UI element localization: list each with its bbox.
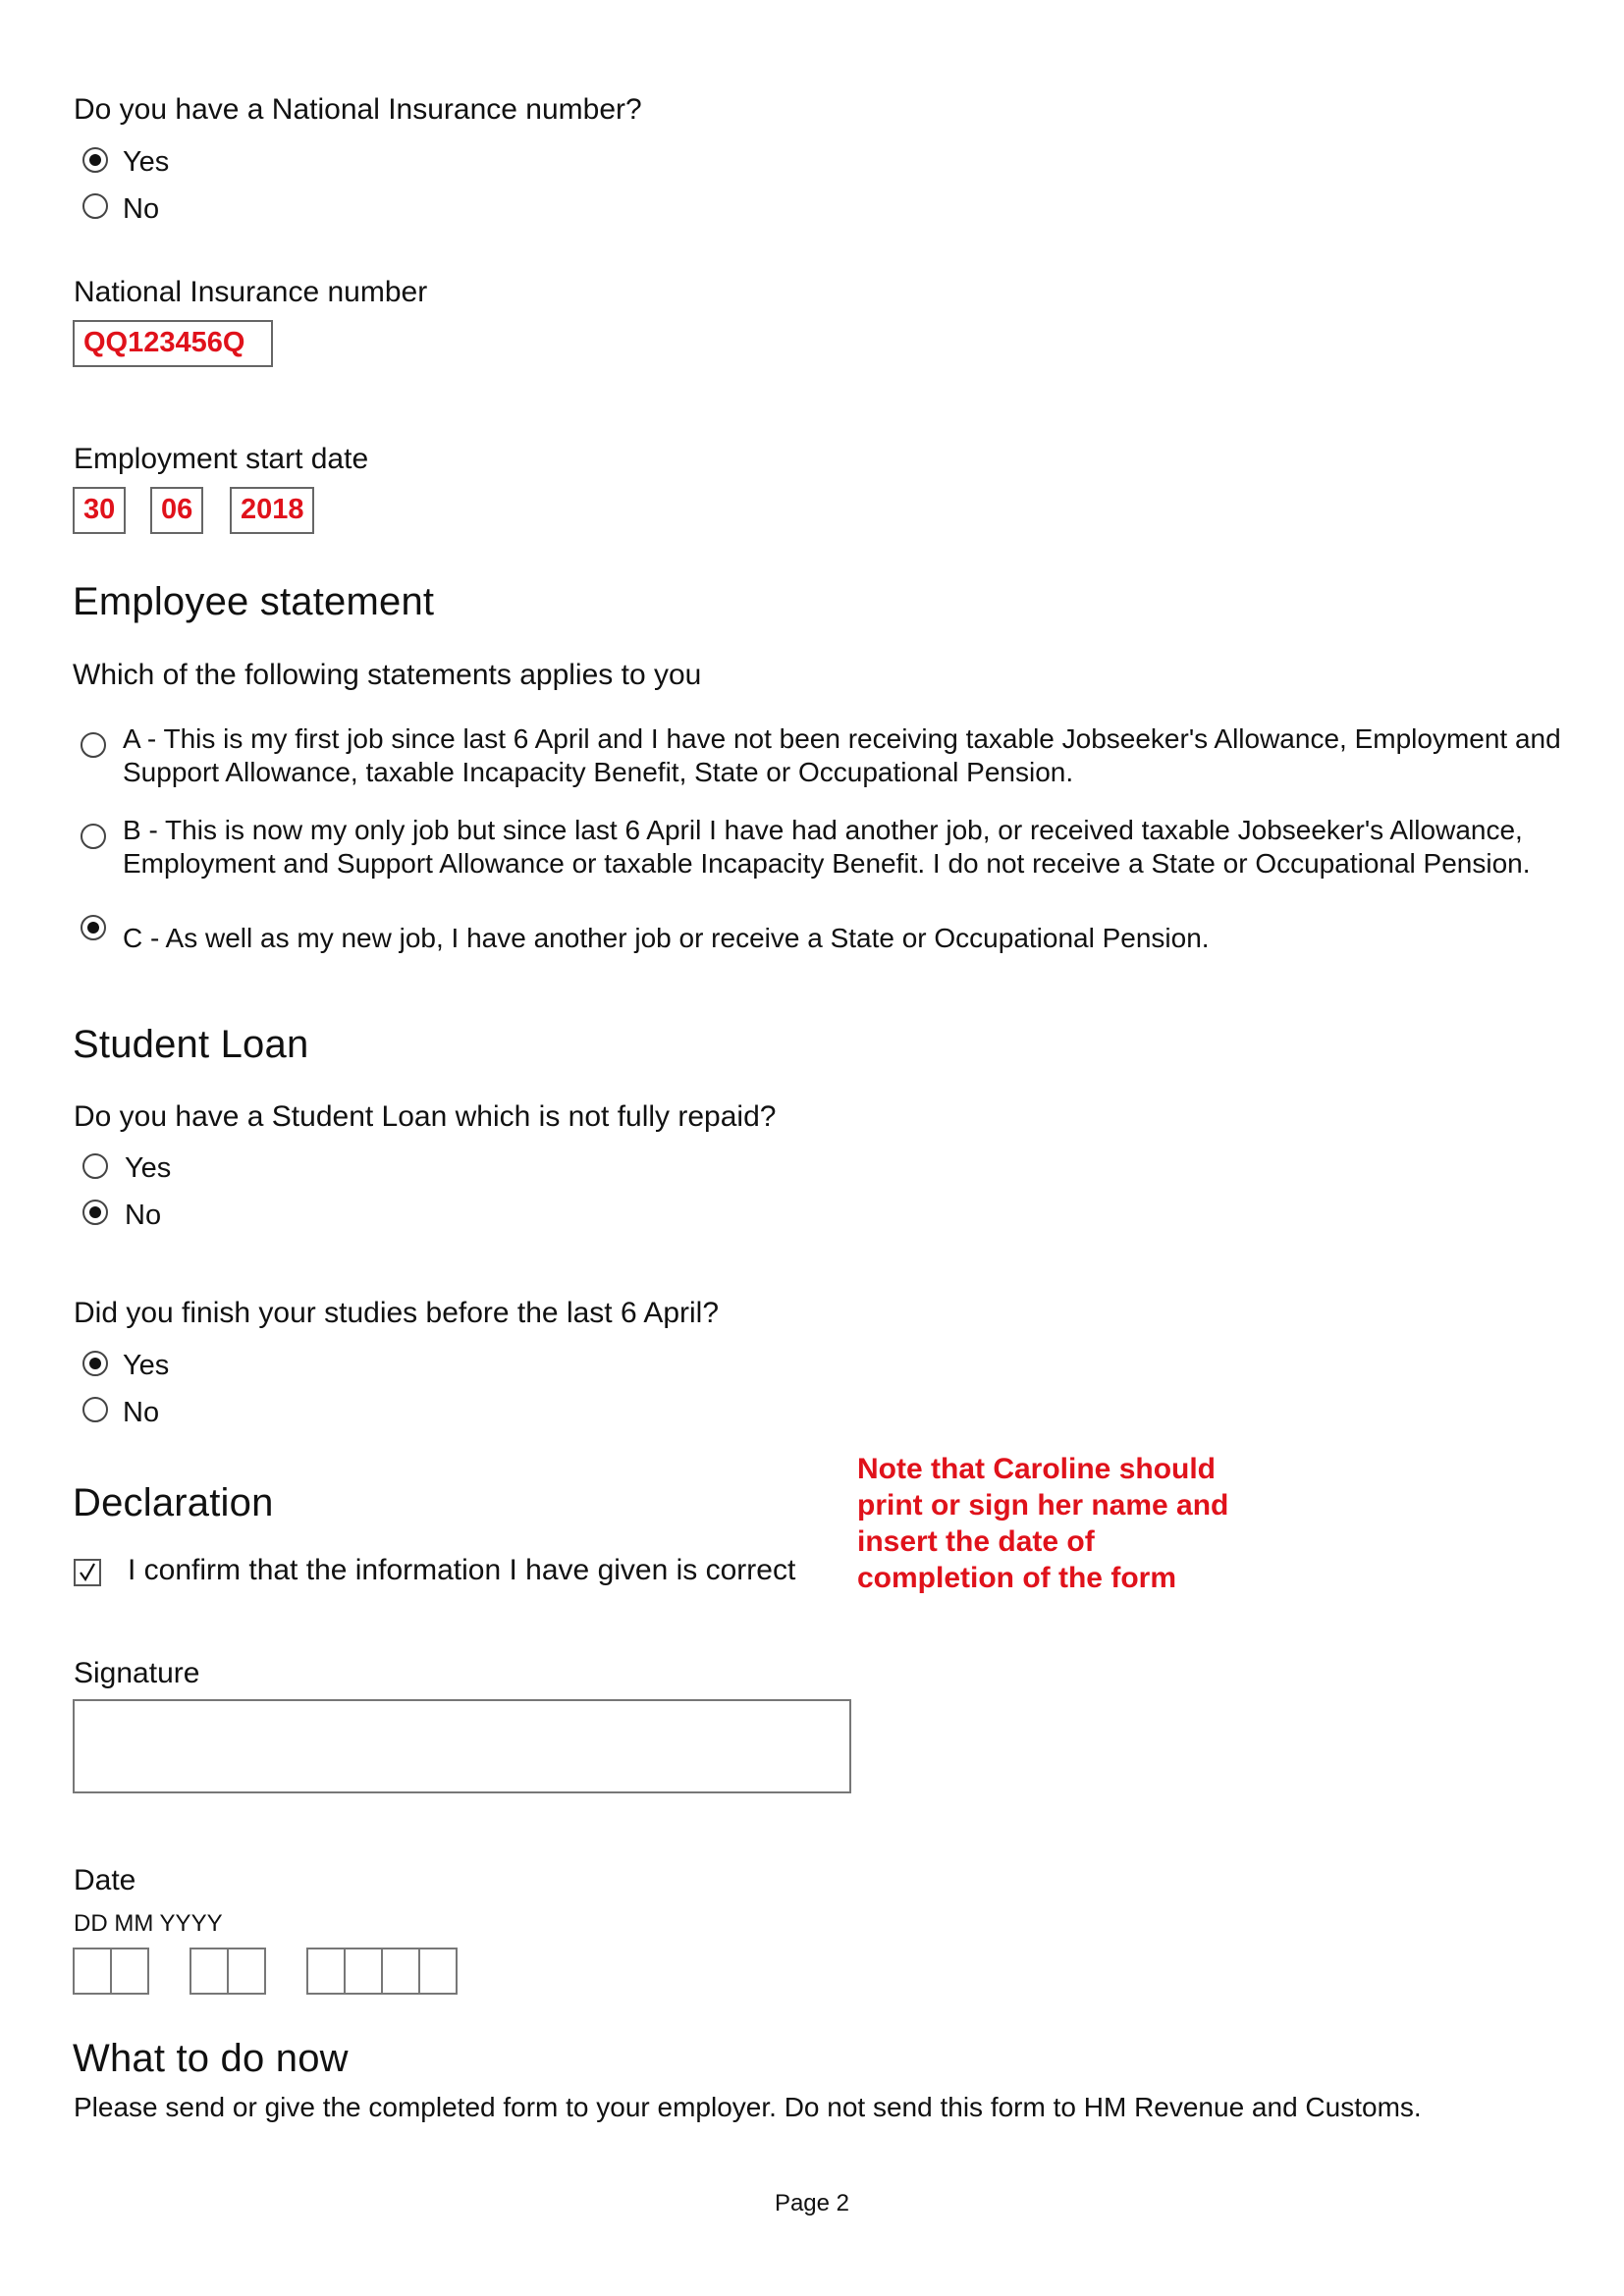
signature-label: Signature: [74, 1657, 200, 1689]
date-year-digit-4[interactable]: [418, 1948, 458, 1995]
date-month-group: [189, 1948, 268, 1995]
confirm-label: I confirm that the information I have given is correct: [128, 1554, 796, 1586]
date-format-hint: DD MM YYYY: [74, 1910, 223, 1937]
ni-no-radio[interactable]: [82, 193, 108, 219]
completion-note: Note that Caroline should print or sign her name and insert the date of completion of the form: [857, 1453, 1229, 1594]
date-year-digit-3[interactable]: [381, 1948, 420, 1995]
statement-question: Which of the following statements applies to you: [73, 659, 702, 691]
statement-c-text: C - As well as my new job, I have another job or receive a State or Occupational Pension.: [123, 923, 1210, 953]
date-day-group: [73, 1948, 151, 1995]
studies-no-label: No: [123, 1397, 160, 1428]
page-number: Page 2: [774, 2190, 850, 2216]
statement-a-text: A - This is my first job since last 6 April and I have not been receiving taxable Jobseeker's Allowance, Employment and Support Allowance, taxable Incapacity Benefit, State or Occupational Pension.: [123, 723, 1561, 787]
start-day-field[interactable]: 30: [73, 487, 126, 534]
date-month-digit-2[interactable]: [227, 1948, 266, 1995]
loan-no-radio[interactable]: [82, 1200, 108, 1225]
studies-question: Did you finish your studies before the last 6 April?: [74, 1297, 720, 1329]
date-year-digit-1[interactable]: [306, 1948, 346, 1995]
checkmark-icon: [76, 1561, 99, 1584]
employment-start-label: Employment start date: [74, 443, 369, 475]
employee-statement-heading: Employee statement: [73, 580, 435, 623]
loan-yes-label: Yes: [125, 1152, 172, 1184]
ni-yes-label: Yes: [123, 146, 170, 178]
what-to-do-heading: What to do now: [73, 2037, 349, 2080]
studies-yes-radio[interactable]: [82, 1351, 108, 1376]
ni-number-label: National Insurance number: [74, 276, 428, 308]
loan-no-label: No: [125, 1200, 162, 1231]
date-label: Date: [74, 1864, 136, 1896]
start-month-field[interactable]: 06: [150, 487, 203, 534]
ni-yes-radio[interactable]: [82, 147, 108, 173]
statement-b-radio[interactable]: [81, 824, 106, 849]
date-year-digit-2[interactable]: [344, 1948, 383, 1995]
ni-question: Do you have a National Insurance number?: [74, 93, 642, 126]
ni-number-field[interactable]: QQ123456Q: [73, 320, 273, 367]
studies-no-radio[interactable]: [82, 1397, 108, 1422]
date-month-digit-1[interactable]: [189, 1948, 229, 1995]
declaration-heading: Declaration: [73, 1481, 274, 1524]
studies-yes-label: Yes: [123, 1350, 170, 1381]
date-year-group: [306, 1948, 463, 1995]
statement-c-radio[interactable]: [81, 915, 106, 940]
student-loan-question: Do you have a Student Loan which is not fully repaid?: [74, 1100, 777, 1133]
date-day-digit-2[interactable]: [110, 1948, 149, 1995]
start-year-field[interactable]: 2018: [230, 487, 314, 534]
signature-field[interactable]: [73, 1699, 851, 1793]
date-day-digit-1[interactable]: [73, 1948, 112, 1995]
loan-yes-radio[interactable]: [82, 1153, 108, 1179]
confirm-checkbox[interactable]: [74, 1559, 101, 1586]
statement-a-radio[interactable]: [81, 732, 106, 758]
student-loan-heading: Student Loan: [73, 1023, 309, 1066]
what-to-do-text: Please send or give the completed form to your employer. Do not send this form to HM Revenue and Customs.: [74, 2092, 1422, 2122]
ni-no-label: No: [123, 193, 160, 225]
statement-b-text: B - This is now my only job but since last 6 April I have had another job, or received taxable Jobseeker's Allowance, Employment and Support Allowance or taxable Incapacity Benefit. I do not receive a State or Occupational Pension.: [123, 815, 1531, 879]
